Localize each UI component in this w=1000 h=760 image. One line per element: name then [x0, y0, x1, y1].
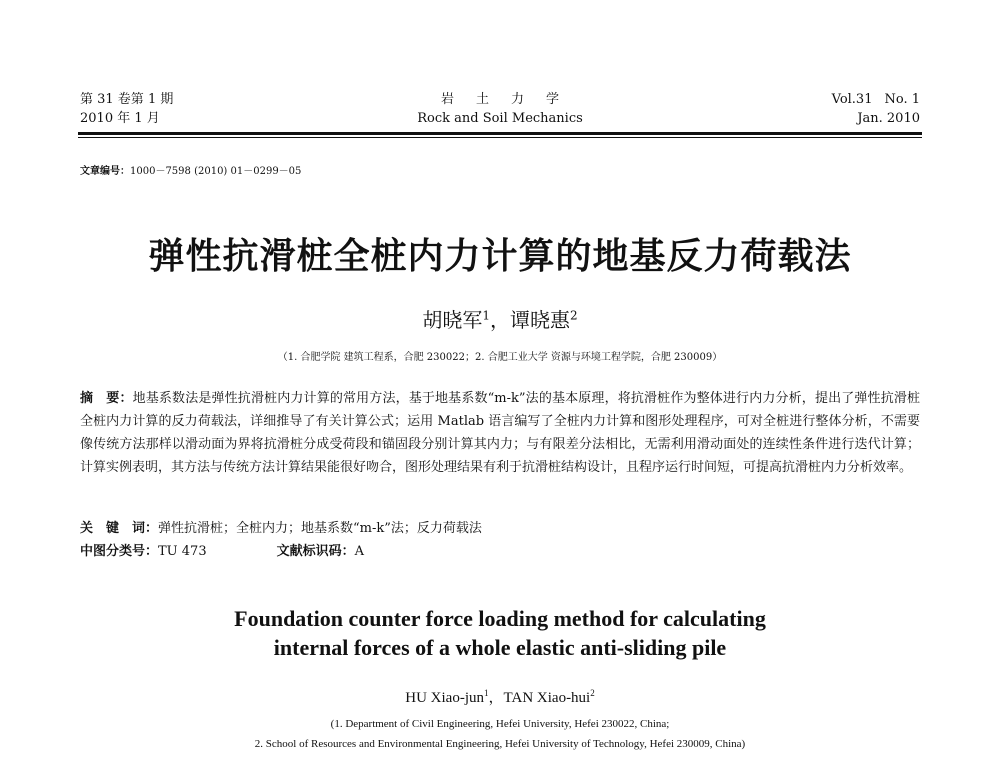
journal-name	[380, 90, 620, 128]
journal-issue-en	[832, 90, 920, 128]
article-id-value: 1000－7598 (2010) 01－0299－05	[130, 166, 302, 177]
author-affil-mark: 2	[570, 308, 578, 323]
journal-issue-cn	[80, 90, 173, 128]
authors-en	[0, 686, 1000, 707]
header-rule-thin	[78, 137, 922, 138]
keywords-cn	[80, 517, 920, 540]
abstract-label: 摘 要：	[80, 391, 133, 406]
title-en-line: internal forces of a whole elastic anti-sliding pile	[273, 635, 727, 660]
author-name: TAN Xiao-hui	[503, 690, 591, 706]
affiliation-cn: （1. 合肥学院 建筑工程系，合肥 230022；2. 合肥工业大学 资源与环境工程学院，合肥 230009）	[277, 352, 723, 363]
affiliation-en-line: 2. School of Resources and Environmental Engineering, Hefei University of Technology, Hefei 230009, China)	[254, 738, 746, 750]
keywords-label: 关 键 词：	[80, 521, 159, 536]
author-affil-mark: 1	[484, 688, 489, 698]
journal-name-en: Rock and Soil Mechanics	[417, 111, 583, 126]
author-affil-mark: 1	[482, 308, 490, 323]
issue-volume: 第 31 卷第 1 期	[80, 92, 174, 107]
keywords-text: 弹性抗滑桩；全桩内力；地基系数“m-k”法；反力荷载法	[158, 521, 482, 536]
journal-name-cn: 岩土力学	[440, 92, 581, 107]
author-separator: ，	[490, 308, 510, 332]
affiliation-en-line: (1. Department of Civil Engineering, Hefei University, Hefei 230022, China;	[330, 718, 670, 730]
number-label: No. 1	[884, 92, 920, 107]
affiliation-en	[0, 714, 1000, 754]
author-name: 谭晓惠	[510, 308, 570, 332]
author-name: HU Xiao-jun	[405, 690, 485, 706]
doc-code-label: 文献标识码：	[276, 544, 355, 559]
article-id-label: 文章编号：	[80, 166, 130, 177]
issue-date: 2010 年 1 月	[80, 111, 160, 126]
paper-title-cn: 弹性抗滑桩全桩内力计算的地基反力荷载法	[148, 236, 852, 277]
title-en-line: Foundation counter force loading method for calculating	[234, 606, 766, 631]
volume-label: Vol.31	[831, 92, 873, 107]
authors-cn	[0, 304, 1000, 333]
clc-value: TU 473	[158, 544, 207, 559]
doc-code-value: A	[354, 544, 364, 559]
header-rule-thick	[78, 132, 922, 135]
abstract-cn	[80, 387, 920, 479]
clc-label: 中图分类号：	[80, 544, 159, 559]
author-name: 胡晓军	[422, 308, 483, 332]
abstract-text: 地基系数法是弹性抗滑桩内力计算的常用方法，基于地基系数“m-k”法的基本原理，将抗滑桩作为整体进行内力分析，提出了弹性抗滑桩全桩内力计算的反力荷载法，详细推导了有关计算公式；运用 Matlab 语言编写了全桩内力计算和图形处理程序，可对全桩进行整体分析，不需要像传统方法那样以滑动面为界将抗滑桩分成受荷段和锚固段分别计算其内力；与有限差分法相比，无需利用滑动面处的连续性条件进行迭代计算；计算实例表明，其方法与传统方法计算结果能很好吻合，图形处理结果有利于抗滑桩结构设计，且程序运行时间短，可提高抗滑桩内力分析效率。	[80, 391, 920, 475]
classification-cn	[80, 540, 920, 563]
author-separator: ，	[488, 690, 504, 706]
paper-title-en	[0, 604, 1000, 662]
issue-date-en: Jan. 2010	[857, 111, 920, 126]
article-id	[80, 162, 301, 177]
author-affil-mark: 2	[590, 688, 595, 698]
